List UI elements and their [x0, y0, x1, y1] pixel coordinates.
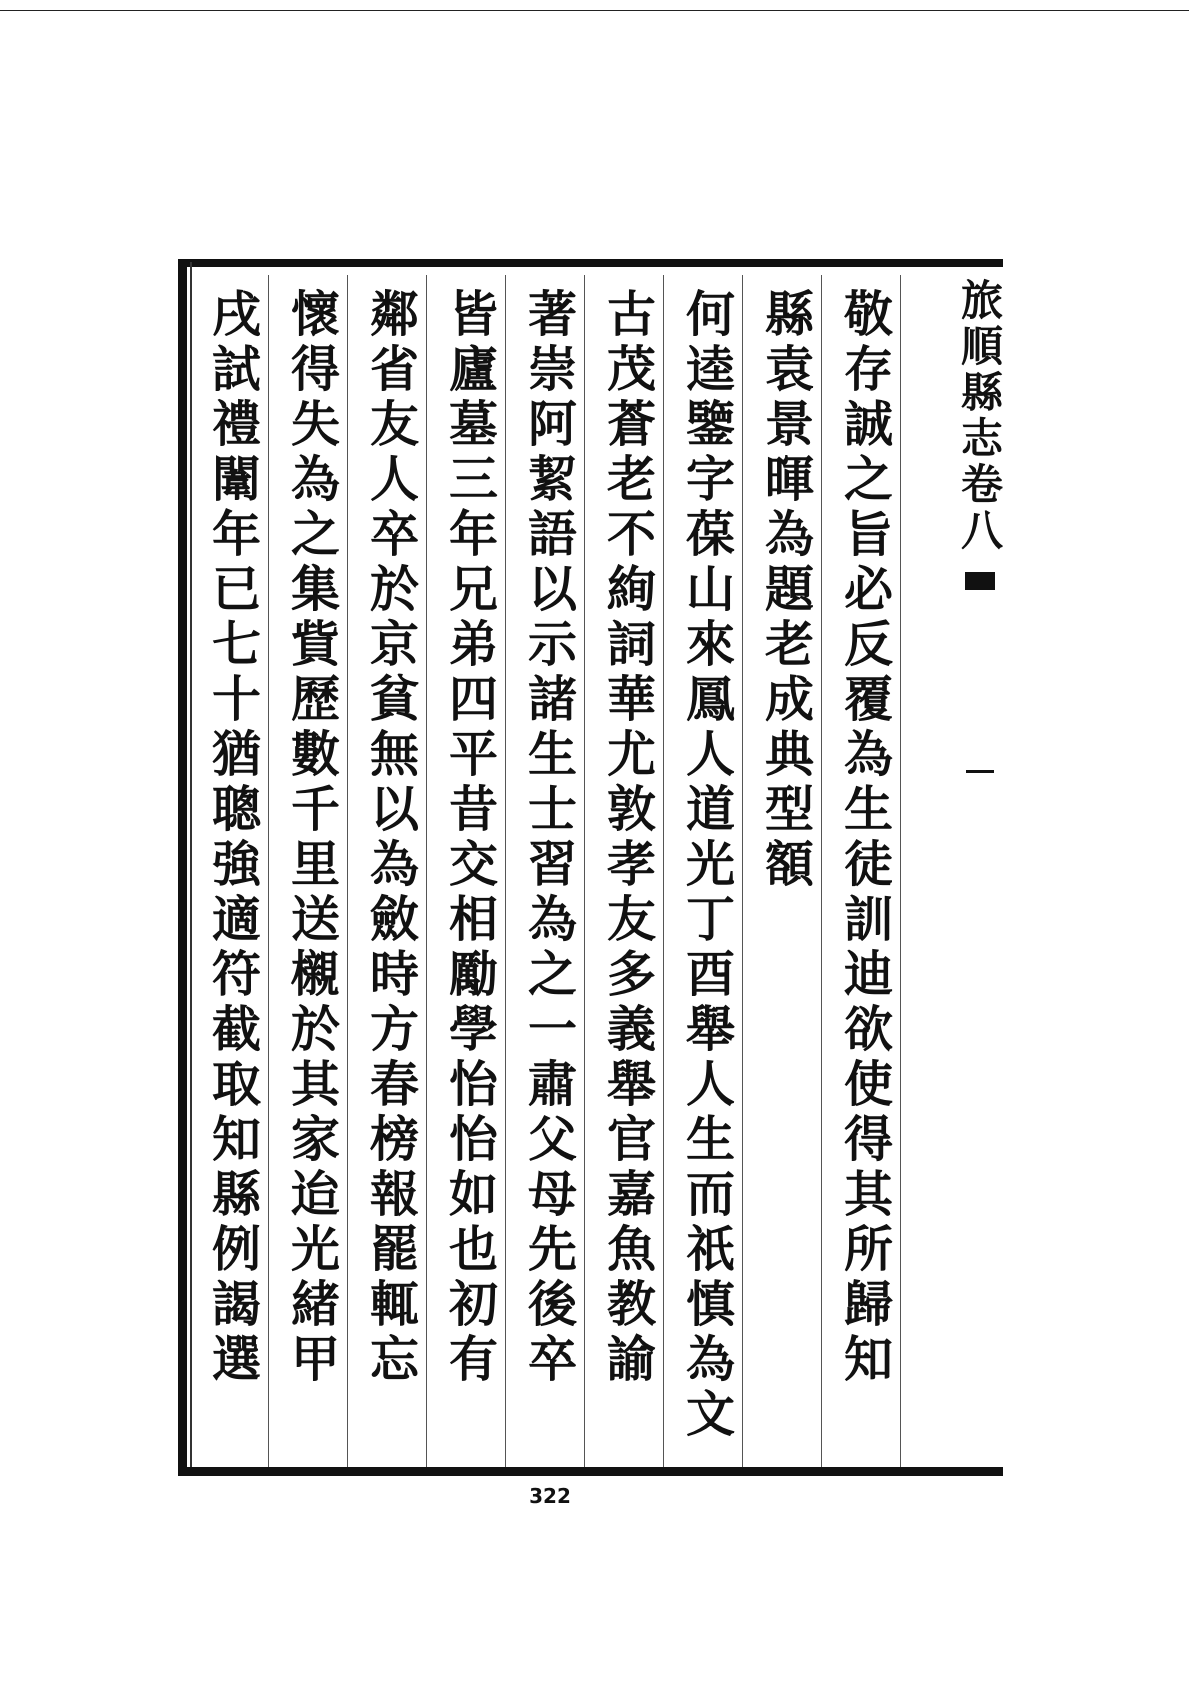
column-text: 古茂蒼老不絢詞華尤敦孝友多義舉官嘉魚教諭 — [599, 288, 658, 1388]
column-text: 戌試禮闈年已七十猶聰強適符截取知縣例謁選 — [204, 288, 263, 1388]
column-text: 皆廬墓三年兄弟四平昔交相勵學怡怡如也初有 — [441, 288, 500, 1388]
running-title-text: 旅順縣志卷八 — [955, 278, 1004, 554]
column-rule — [900, 275, 901, 1467]
column-text: 敬存誠之旨必反覆為生徒訓迪欲使得其所歸知 — [836, 288, 895, 1388]
text-column-4 — [593, 288, 663, 1463]
column-rule — [584, 275, 585, 1467]
text-column-9 — [198, 288, 268, 1463]
column-text: 鄰省友人卒於京貧無以為斂時方春榜報罷輒忘 — [362, 288, 421, 1388]
text-column-2 — [751, 288, 821, 1463]
column-rule — [505, 275, 506, 1467]
column-rule — [742, 275, 743, 1467]
page-number: 322 — [529, 1484, 571, 1508]
column-text: 著崇阿絜語以示諸生士習為之一肅父母先後卒 — [520, 288, 579, 1388]
text-column-3 — [672, 288, 742, 1463]
text-column-6 — [435, 288, 505, 1463]
inner-frame-line — [190, 262, 192, 1467]
column-text: 何逵鑒字葆山來鳳人道光丁酉舉人生而祇慎為文 — [678, 288, 737, 1443]
text-column-8 — [277, 288, 347, 1463]
fishtail-mark — [965, 572, 995, 590]
column-text: 懷得失為之集貲歷數千里送櫬於其家迨光緒甲 — [283, 288, 342, 1388]
text-column-1 — [830, 288, 900, 1463]
text-column-5 — [514, 288, 584, 1463]
column-rule — [426, 275, 427, 1467]
leaf-marker — [966, 770, 994, 773]
text-column-7 — [356, 288, 426, 1463]
top-border-line — [0, 10, 1189, 11]
running-title — [955, 278, 1003, 748]
column-text: 縣袁景暉為題老成典型額 — [757, 288, 816, 893]
column-rule — [347, 275, 348, 1467]
column-rule — [663, 275, 664, 1467]
column-rule — [268, 275, 269, 1467]
column-rule — [821, 275, 822, 1467]
